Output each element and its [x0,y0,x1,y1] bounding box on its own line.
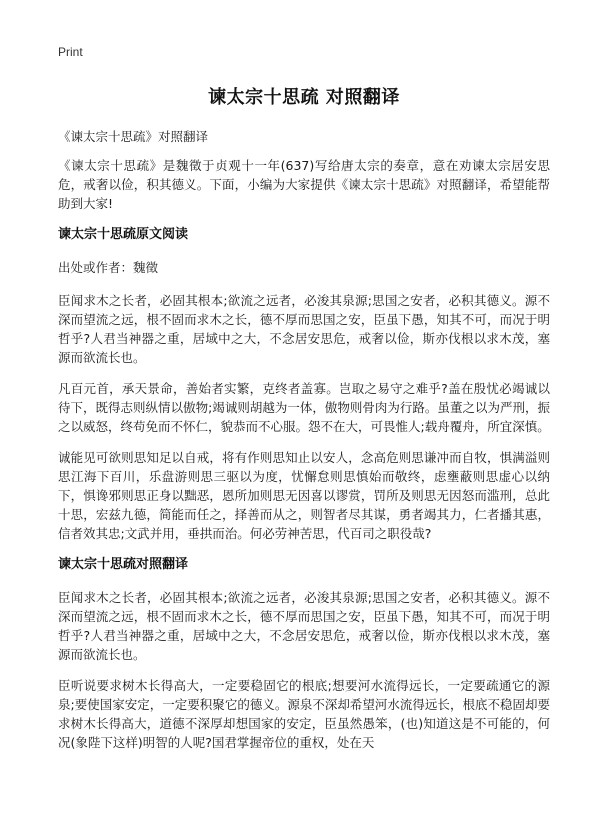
print-link[interactable]: Print [58,45,83,59]
subtitle: 《谏太宗十思疏》对照翻译 [58,129,209,144]
section-heading-translation: 谏太宗十思疏对照翻译 [58,557,189,572]
intro-paragraph: 《谏太宗十思疏》是魏徵于贞观十一年(637)写给唐太宗的奏章，意在劝谏太宗居安思危，戒奢以俭，积其德义。下面，小编为大家提供《谏太宗十思疏》对照翻译，希望能帮助到大家! [58,158,550,211]
translation-paragraph-1: 臣闻求木之长者，必固其根本;欲流之远者，必浚其泉源;思国之安者，必积其德义。源不深而望流之远，根不固而求木之长，德不厚而思国之安，臣虽下愚，知其不可，而况于明哲乎?人君当神器之重，居域中之大，不念居安思危，戒奢以俭，斯亦伐根以求木茂，塞源而欲流长也。 [58,590,550,662]
original-paragraph-2: 凡百元首，承天景命，善始者实繁，克终者盖寡。岂取之易守之难乎?盖在殷忧必竭诚以待下，既得志则纵情以傲物;竭诚则胡越为一体，傲物则骨肉为行路。虽董之以为严刑，振之以威怒，终苟免而不怀仁，貌恭而不心服。怨不在大，可畏惟人;载舟覆舟，所宜深慎。 [58,381,550,434]
original-paragraph-3: 诚能见可欲则思知足以自戒，将有作则思知止以安人，念高危则思谦冲而自牧，惧满溢则思江海下百川，乐盘游则思三驱以为度，忧懈怠则思慎始而敬终，虑壅蔽则思虚心以纳下，惧谗邪则思正身以黜恶，恩所加则思无因喜以谬赏，罚所及则思无因怒而滥刑，总此十思，宏兹九德，简能而任之，择善而从之，则智者尽其谋，勇者竭其力，仁者播其惠，信者效其忠;文武并用，垂拱而治。何必劳神苦思，代百司之职役哉? [58,450,550,541]
source-author: 出处或作者：魏徵 [58,260,159,275]
page-title: 谏太宗十思疏 对照翻译 [208,87,400,108]
translation-paragraph-2: 臣听说要求树木长得高大，一定要稳固它的根底;想要河水流得远长，一定要疏通它的源泉;要使国家安定，一定要积聚它的德义。源泉不深却希望河水流得远长，根底不稳固却要求树木长得高大，道德不深厚却想国家的安定，臣虽然愚笨，(也)知道这是不可能的，何况(象陛下这样)明智的人呢?国君掌握帝位的重权，处在天 [58,678,550,750]
original-paragraph-1: 臣闻求木之长者，必固其根本;欲流之远者，必浚其泉源;思国之安者，必积其德义。源不深而望流之远，根不固而求木之长，德不厚而思国之安，臣虽下愚，知其不可，而况于明哲乎?人君当神器之重，居域中之大，不念居安思危，戒奢以俭，斯亦伐根以求木茂，塞源而欲流长也。 [58,293,550,365]
section-heading-original: 谏太宗十思疏原文阅读 [58,227,189,242]
